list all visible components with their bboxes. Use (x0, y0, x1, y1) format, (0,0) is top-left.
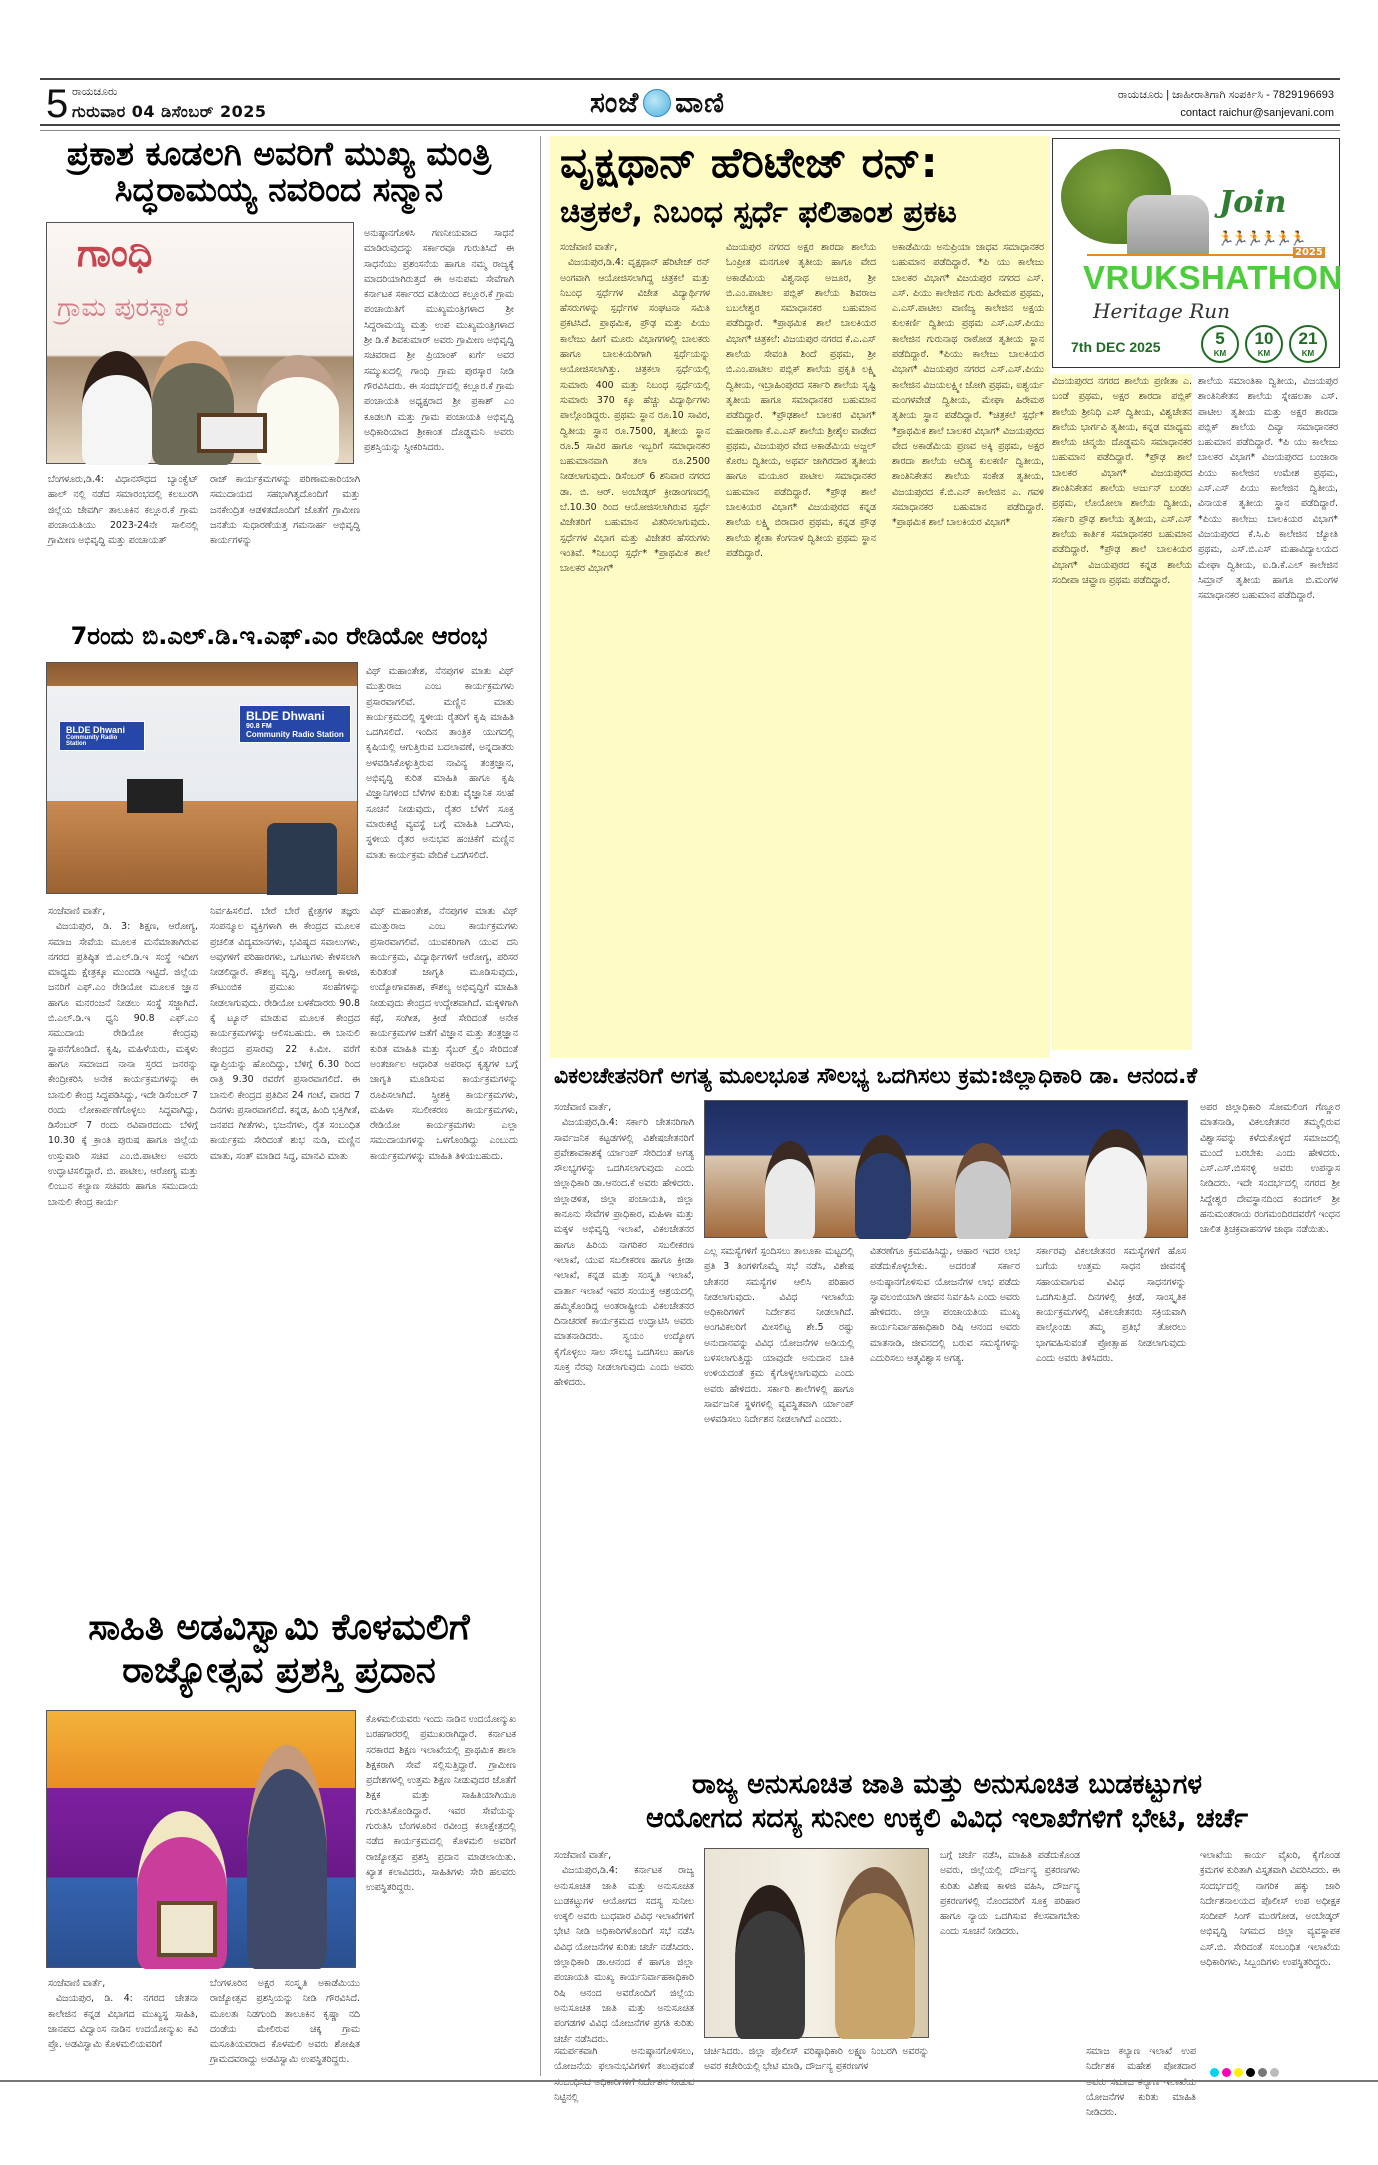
radio-col3: ವಿಥ್ ಮಹಾಂತೇಶ, ನೆನಪುಗಳ ಮಾತು ವಿಥ್ ಮುತ್ತುರಾಜ ಎಂಬ ಕಾರ್ಯಕ್ರಮಗಳು ಪ್ರಸಾರವಾಗಲಿವೆ. ಯುವಕರಿಗಾಗಿ ಯುವ ದನಿ ಕಾರ್ಯಕ್ರಮ, ವಿದ್ಯಾರ್ಥಿಗಳಿಗೆ ಆರೋಗ್ಯ, ಪರಿಸರ ಕುರಿತಂತೆ ಜಾಗೃತಿ ಮೂಡಿಸುವುದು, ಉದ್ಯೋಗಾವಕಾಶ, ಕೌಶಲ್ಯ ಅಭಿವೃದ್ಧಿಗೆ ಮಾಹಿತಿ ನೀಡುವುದು ಕೇಂದ್ರದ ಉದ್ದೇಶವಾಗಿದೆ. ಮಕ್ಕಳಿಗಾಗಿ ಕಥೆ, ಸಂಗೀತ, ಕ್ರೀಡೆ ಸೇರಿದಂತೆ ಅನೇಕ ಕಾರ್ಯಕ್ರಮಗಳ ಜತೆಗೆ ವಿಜ್ಞಾನ ಮತ್ತು ತಂತ್ರಜ್ಞಾನ ಕುರಿತ ಮಾಹಿತಿ ಮತ್ತು ಸೈಬರ್ ಕ್ರೈಂ ಸೇರಿದಂತೆ ಅಂತರ್ಜಾಲ ಆಧಾರಿತ ಅಪರಾಧ ಕೃತ್ಯಗಳ ಬಗ್ಗೆ ಜಾಗೃತಿ ಮೂಡಿಸುವ ಕಾರ್ಯಕ್ರಮಗಳನ್ನು ರೂಪಿಸಲಾಗಿದೆ. ಸ್ತ್ರೀಶಕ್ತಿ ಕಾರ್ಯಕ್ರಮಗಳು, ಮಹಿಳಾ ಸಬಲೀಕರಣ ಕಾರ್ಯಕ್ರಮಗಳು, ರೇಡಿಯೋ ಕಾರ್ಯಕ್ರಮಗಳು ಎಲ್ಲಾ ಸಮುದಾಯಗಳನ್ನು ಒಳಗೊಂಡಿದ್ದು ಎಂಬುದು ಕಾರ್ಯಕ್ರಮಗಳನ್ನು ಮಾಹಿತಿ ತಿಳಿಯಬಹುದು. (370, 906, 518, 1162)
monitor-icon (127, 779, 183, 813)
byline: ಸಂಜೆವಾಣಿ ವಾರ್ತೆ, (48, 906, 106, 917)
radio-banner-large (239, 705, 351, 743)
person-figure (82, 351, 152, 465)
globe-dove-icon (643, 89, 671, 117)
vrukshathon-col4: ವಿಜಯಪುರದ ನಗರದ ಶಾಲೆಯ ಪ್ರಣೀತಾ ಎ. ಬಂಡೆ ಪ್ರಥಮ, ಅಕ್ಷರ ಶಾರದಾ ಪಬ್ಲಿಕ್ ಶಾಲೆಯ ಶ್ರೀನಿಧಿ ಎಸ್ ದ್ವಿತೀಯ, ವಿಶ್ವಚೇತನ ಶಾಲೆಯ ಭಾರ್ಗವಿ ತೃತೀಯ, ಕನ್ನಡ ಮಾಧ್ಯಮ ಶಾಲೆಯ ಚಿನ್ಮಯಿ ದೊಡ್ಡಮನಿ ಸಮಾಧಾನಕರ ಬಹುಮಾನ ಪಡೆದಿದ್ದಾರೆ. *ಪ್ರೌಢ ಶಾಲೆ ಬಾಲಕರ ವಿಭಾಗ* ವಿಜಯಪುರದ ಶಾಂತಿನಿಕೇತನ ಶಾಲೆಯ ಅರ್ಜುನ್ ಬಂಡಲ ಪ್ರಥಮ, ಲೊಯೋಲಾ ಶಾಲೆಯ ದ್ವಿತೀಯ, ಸರ್ಕಾರಿ ಪ್ರೌಢ ಶಾಲೆಯ ತೃತೀಯ, ಎಸ್.ಎಸ್ ಶಾಲೆಯ ಕಾರ್ತಿಕ ಸಮಾಧಾನಕರ ಬಹುಮಾನ ಪಡೆದಿದ್ದಾರೆ. *ಪ್ರೌಢ ಶಾಲೆ ಬಾಲಕಿಯರ ವಿಭಾಗ* ವಿಜಯಪುರದ ಕನ್ನಡ ಶಾಲೆಯ ಸಂದೀಪಾ ಚವ್ಹಾಣ ಪ್ರಥಮ ಪಡೆದಿದ್ದಾರೆ. (1052, 374, 1192, 1050)
byline: ಸಂಜೆವಾಣಿ ವಾರ್ತೆ, (48, 1978, 106, 1989)
registration-mark-icon (1222, 2068, 1231, 2077)
commission-col-mid3: ಸಮಾಜ ಕಲ್ಯಾಣ ಇಲಾಖೆ ಉಪ ನಿರ್ದೇಶಕ ಮಹೇಶ ಪೋತದಾರ ಅವರು ಸಮಾಜ ಕಲ್ಯಾಣ ಇಲಾಖೆಯ ಯೋಜನೆಗಳ ಕುರಿತು ಮಾಹಿತಿ ನೀಡಿದರು. (1086, 2046, 1196, 2119)
person-figure (765, 1141, 815, 1239)
disability-col-right: ಅಪರ ಜಿಲ್ಲಾಧಿಕಾರಿ ಸೋಮಲಿಂಗ ಗೆಣ್ಣೂರ ಮಾತನಾಡಿ, ವಿಕಲಚೇತನರ ತಮ್ಮಲ್ಲಿರುವ ವಿಶ್ವಾಸವನ್ನು ಕಳೆದುಕೊಳ್ಳದೆ ಸಮಾಜದಲ್ಲಿ ಮುಂದೆ ಬರಬೇಕು ಎಂದು ಹೇಳಿದರು. ಎಸ್.ಎಸ್.ಬಿಸನಳ್ಳಿ ಅವರು ಉಪನ್ಯಾಸ ನೀಡಿದರು. ಇದೇ ಸಂದರ್ಭದಲ್ಲಿ ನಗರದ ಶ್ರೀ ಸಿದ್ದೇಶ್ವರ ದೇವಸ್ಥಾನದಿಂದ ಕಂದಗಲ್ ಶ್ರೀ ಹನುಮಂತರಾಯ ರಂಗಮಂದಿರದವರೆಗೆ ಇಂಧನ ಚಾಲಿತ ತ್ರಿಚಕ್ರವಾಹನಗಳ ಜಾಥಾ ನಡೆಯಿತು. (1200, 1102, 1340, 1236)
vrukshathon-col3: ಅಕಾಡೆಮಿಯ ಅನುಪ್ರಿಯಾ ಜಾಧವ ಸಮಾಧಾನಕರ ಬಹುಮಾನ ಪಡೆದಿದ್ದಾರೆ. *ಪಿ ಯು ಕಾಲೇಜು ಬಾಲಕರ ವಿಭಾಗ* ವಿಜಯಪುರ ನಗರದ ಎಸ್. ಎಸ್. ಪಿಯು ಕಾಲೇಜಿನ ಗುರು ಹಿರೇಮಠ ಪ್ರಥಮ, ಎ.ಎಸ್.ಪಾಟೀಲ ವಾಣಿಜ್ಯ ಕಾಲೇಜಿನ ಅಕ್ಷಯ ಕುಲಕರ್ಣಿ ದ್ವಿತೀಯ ಪ್ರಥಮ ಎಸ್.ಎಸ್.ಪಿಯು ಕಾಲೇಜಿನ ಗುರುನಾಥ ರಾಠೋಡ ತೃತೀಯ ಸ್ಥಾನ ಪಡೆದಿದ್ದಾರೆ. *ಪಿಯು ಕಾಲೇಜು ಬಾಲಕಿಯರ ವಿಭಾಗ* ವಿಜಯಪುರ ನಗರದ ಎಸ್.ಎಸ್.ಪಿಯು ಕಾಲೇಜಿನ ವಿಜಯಲಕ್ಷ್ಮೀ ಜೋಗಿ ಪ್ರಥಮ, ಐಶ್ವರ್ಯ ಮಂಗಳವೇಡೆ ದ್ವಿತೀಯ, ಮೇಘಾ ಹಿರೇಮಠ ತೃತೀಯ ಸ್ಥಾನ ಪಡೆದಿದ್ದಾರೆ. *ಚಿತ್ರಕಲೆ ಸ್ಪರ್ಧೆ* *ಪ್ರಾಥಮಿಕ ಶಾಲೆ ಬಾಲಕರ ವಿಭಾಗ* ವಿಜಯಪುರದ ವೇದ ಅಕಾಡೆಮಿಯ ಪ್ರಣವ ಅಕ್ಕಿ ಪ್ರಥಮ, ಅಕ್ಷರ ಶಾರದಾ ಶಾಲೆಯ ಆದಿತ್ಯ ಕುಲಕರ್ಣಿ ದ್ವಿತೀಯ, ಶಾಂತಿನಿಕೇತನ ಶಾಲೆಯ ಸಂಕೇತ ತೃತೀಯ, ವಿಜಯಪುರದ ಕೆ.ಬಿ.ಎನ್ ಕಾಲೇಜಿನ ಎ. ಗವಳಿ ಸಮಾಧಾನಕರ ಬಹುಮಾನ ಪಡೆದಿದ್ದಾರೆ. *ಪ್ರಾಥಮಿಕ ಶಾಲೆ ಬಾಲಕಿಯರ ವಿಭಾಗ* (892, 242, 1044, 529)
vrukshathon-col2: ವಿಜಯಪುರ ನಗರದ ಅಕ್ಷರ ಶಾರದಾ ಶಾಲೆಯ ಓಂಪ್ರೀತ ಮನಗೂಳಿ ತೃತೀಯ ಹಾಗೂ ವೇದ ಅಕಾಡೆಮಿಯ ವಿಶ್ವನಾಥ ಅಜೂರ, ಶ್ರೀ ಬಿ.ಎಂ.ಪಾಟೀಲ ಪಬ್ಲಿಕ್ ಶಾಲೆಯ ಶಿವರಾಜ ಬಬಲೇಶ್ವರ ಸಮಾಧಾನಕರ ಬಹುಮಾನ ಪಡೆದಿದ್ದಾರೆ. *ಪ್ರಾಥಮಿಕ ಶಾಲೆ ಬಾಲಕಿಯರ ವಿಭಾಗ* ಚಿತ್ರಕಲೆ: ವಿಜಯಪುರ ನಗರದ ಕೆ.ಎ.ಎಸ್ ಶಾಲೆಯ ಸೇವಂತಿ ಶಿಂದೆ ಪ್ರಥಮ, ಶ್ರೀ ಬಿ.ಎಂ.ಪಾಟೀಲ ಪಬ್ಲಿಕ್ ಶಾಲೆಯ ಪ್ರಕೃತಿ ಲಕ್ಷ್ಮಿ ದ್ವಿತೀಯ, ಇಬ್ರಾಹಿಂಪುರದ ಸರ್ಕಾರಿ ಶಾಲೆಯ ಸೃಷ್ಟಿ ತೃತೀಯ ಹಾಗೂ ಸಮಾಧಾನಕರ ಬಹುಮಾನ ಪಡೆದಿದ್ದಾರೆ. *ಪ್ರೌಢಶಾಲೆ ಬಾಲಕರ ವಿಭಾಗ* ಮಹಾರಾಣಾ ಕೆ.ಎ.ಎಸ್ ಶಾಲೆಯ ಶ್ರೀಶೈಲ ವಾಡೇದ ಪ್ರಥಮ, ವಿಜಯಪುರ ವೇದ ಅಕಾಡೆಮಿಯ ಅಜ್ಜಲ್ ಕೊರಬ ದ್ವಿತೀಯ, ಅಥರ್ವ ಜಾಗಿರದಾರ ತೃತೀಯ ಹಾಗೂ ಮಯೂರ ಪಾಟೀಲ ಸಮಾಧಾನಕರ ಬಹುಮಾನ ಪಡೆದಿದ್ದಾರೆ. *ಪ್ರೌಢ ಶಾಲೆ ಬಾಲಕಿಯರ ವಿಭಾಗ* ವಿಜಯಪುರದ ಕನ್ನಡ ಶಾಲೆಯ ಲಕ್ಷ್ಮಿ ಬಿರಾದಾರ ಪ್ರಥಮ, ಕನ್ನಡ ಪ್ರೌಢ ಶಾಲೆಯ ಶ್ವೇತಾ ಕೆಂಗನಾಳ ದ್ವಿತೀಯ ಪ್ರಥಮ ಸ್ಥಾನ ಪಡೆದಿದ್ದಾರೆ. (726, 242, 876, 559)
commission-col-right1: ಬಗ್ಗೆ ಚರ್ಚೆ ನಡೆಸಿ, ಮಾಹಿತಿ ಪಡೆದುಕೊಂಡ ಅವರು, ಜಿಲ್ಲೆಯಲ್ಲಿ ದೌರ್ಜನ್ಯ ಪ್ರಕರಣಗಳು ಕುರಿತು ವಿಶೇಷ ಕಾಳಜಿ ವಹಿಸಿ, ದೌರ್ಜನ್ಯ ಪ್ರಕರಣಗಳಲ್ಲಿ ನೊಂದವರಿಗೆ ಸೂಕ್ತ ಪರಿಹಾರ ಹಾಗೂ ನ್ಯಾಯ ಒದಗಿಸುವ ಕೆಲಸವಾಗಬೇಕು ಎಂದು ಸೂಚನೆ ನೀಡಿದರು. (940, 1850, 1080, 1938)
chair-icon (267, 823, 337, 895)
registration-mark-icon (1210, 2068, 1219, 2077)
disability-col-mid3: ಸರ್ಕಾರವು ವಿಕಲಚೇತನರ ಸಮಸ್ಯೆಗಳಿಗೆ ಹೊಸ ಬಗೆಯ ಉತ್ತಮ ಸಾಧನ ಜೀವನಕ್ಕೆ ಸಹಾಯವಾಗುವ ವಿವಿಧ ಸಾಧನಗಳನ್ನು ಒದಗಿಸುತ್ತಿದೆ. ದಿನಗಳಲ್ಲಿ ಕ್ರೀಡೆ, ಸಾಂಸ್ಕೃತಿಕ ಕಾರ್ಯಕ್ರಮಗಳಲ್ಲಿ ವಿಕಲಚೇತನರು ಸಕ್ರಿಯವಾಗಿ ಪಾಲ್ಗೊಂಡು ತಮ್ಮ ಪ್ರತಿಭೆ ತೋರಲು ಭಾಗವಹಿಸುವಂತೆ ಪ್ರೋತ್ಸಾಹ ನೀಡಲಾಗುವುದು ಎಂದು ಅವರು ತಿಳಿಸಿದರು. (1036, 1246, 1186, 1365)
cm-award-photo (46, 222, 354, 464)
headline-line: ಪ್ರಕಾಶ ಕೂಡಲಗಿ ಅವರಿಗೆ ಮುಖ್ಯ ಮಂತ್ರಿ (66, 134, 492, 173)
edition-place: ರಾಯಚೂರು (72, 85, 118, 98)
sahiti-headline (44, 1606, 514, 1692)
radio-col1 (48, 904, 198, 1594)
headline-line: ರಾಜ್ಯೋತ್ಸವ ಪ್ರಶಸ್ತಿ ಪ್ರದಾನ (122, 1650, 436, 1692)
vrukshathon-col5: ಶಾಲೆಯ ಸಮಾಂತಿಕಾ ದ್ವಿತೀಯ, ವಿಜಯಪುರ ಶಾಂತಿನಿಕೇತನ ಶಾಲೆಯ ಸ್ನೇಹಲತಾ ಎಸ್. ಪಾಟೀಲ ತೃತೀಯ ಮತ್ತು ಅಕ್ಷರ ಶಾರದಾ ಪಬ್ಲಿಕ್ ಶಾಲೆಯ ದಿವ್ಯಾ ಸಮಾಧಾನಕರ ಬಹುಮಾನ ಪಡೆದಿದ್ದಾರೆ. *ಪಿ ಯು ಕಾಲೇಜು ಬಾಲಕರ ವಿಭಾಗ* ವಿಜಯಪುರದ ಬಂಜಾರಾ ಪಿಯು ಕಾಲೇಜಿನ ಉಮೇಶ ಪ್ರಥಮ, ಎಸ್.ಎಸ್ ಪಿಯು ಕಾಲೇಜಿನ ದ್ವಿತೀಯ, ವಿನಾಯಕ ತೃತೀಯ ಸ್ಥಾನ ಪಡೆದಿದ್ದಾರೆ. *ಪಿಯು ಕಾಲೇಜು ಬಾಲಕಿಯರ ವಿಭಾಗ* ವಿಜಯಪುರದ ಕೆ.ಸಿ.ಪಿ ಕಾಲೇಜಿನ ಜ್ಯೋತಿ ಪ್ರಥಮ, ಎಸ್.ಬಿ.ಎಸ್ ಮಹಾವಿದ್ಯಾಲಯದ ಮೇಘಾ ದ್ವಿತೀಯ, ಐ.ಡಿ.ಕೆ.ಎಲ್ ಕಾಲೇಜಿನ ಸಿಮ್ರಾನ್ ತೃತೀಯ ಹಾಗೂ ಬಿ.ಮಂಗಳ ಸಮಾಧಾನಕರ ಬಹುಮಾನ ಪಡೆದಿದ್ದಾರೆ. (1198, 376, 1338, 602)
byline: ಸಂಜೆವಾಣಿ ವಾರ್ತೆ, (560, 242, 618, 253)
distance-unit: KM (1301, 349, 1315, 358)
cm-award-side-text: ಅನುಷ್ಠಾನಗೊಳಿಸಿ ಗಣನೀಯವಾದ ಸಾಧನೆ ಮಾಡಿರುವುದನ್ನು ಸರ್ಕಾರವೂ ಗುರುತಿಸಿದೆ ಈ ಸಾಧನೆಯು ಪ್ರಶಂಸನೆಯ ಹಾಗೂ ನಮ್ಮ ರಾಜ್ಯಕ್ಕೆ ಮಾದರಿಯಾಗಿರುತ್ತದೆ ಈ ಅನುಪಮ ಸೇವೆಗಾಗಿ ಕರ್ನಾಟಕ ಸರ್ಕಾರದ ವತಿಯಿಂದ ಕಲ್ಲೂರ.ಕೆ ಗ್ರಾಮ ಪಂಚಾಯಿತಿಗೆ ಮುಖ್ಯಮಂತ್ರಿಗಳಾದ ಶ್ರೀ ಸಿದ್ದರಾಮಯ್ಯ ಮತ್ತು ಉಪ ಮುಖ್ಯಮಂತ್ರಿಗಳಾದ ಶ್ರೀ ಡಿ.ಕೆ ಶಿವಕುಮಾರ್ ಅವರು ಗ್ರಾಮೀಣ ಅಭಿವೃದ್ಧಿ ಸಚಿವರಾದ ಶ್ರೀ ಪ್ರಿಯಾಂಕ್ ಖರ್ಗೆ ಅವರ ಸಮ್ಮುಖದಲ್ಲಿ ಗಾಂಧಿ ಗ್ರಾಮ ಪುರಸ್ಕಾರ ನೀಡಿ ಗೌರವಿಸಿದರು. ಈ ಸಂದರ್ಭದಲ್ಲಿ ಕಲ್ಲೂರ.ಕೆ ಗ್ರಾಮ ಪಂಚಾಯತಿ ಅಧ್ಯಕ್ಷರಾದ ಶ್ರೀ ಪ್ರಕಾಶ್ ಎಂ ಕೂಡಲಗಿ ಮತ್ತು ಗ್ರಾಮ ಪಂಚಾಯತಿ ಅಭಿವೃದ್ಧಿ ಅಧಿಕಾರಿಯಾದ ಶ್ರೀಕಾಂತ ದೊಡ್ಡಮನಿ ಅವರು ಪ್ರಶಸ್ತಿಯನ್ನು ಸ್ವೀಕರಿಸಿದರು. (364, 228, 514, 454)
distance-unit: KM (1257, 349, 1271, 358)
paragraph: ವಿಜಯಪುರ,ಡಿ.4: ವೃಕ್ಷಥಾನ್ ಹೆರಿಟೇಜ್ ರನ್ ಅಂಗವಾಗಿ ಆಯೋಜಿಸಲಾಗಿದ್ದ ಚಿತ್ರಕಲೆ ಮತ್ತು ನಿಬಂಧ ಸ್ಪರ್ಧೆಗಳ ವಿಜೇತ ವಿದ್ಯಾರ್ಥಿಗಳ ಹೆಸರುಗಳನ್ನು ಸ್ಪರ್ಧೆಗಳ ಸಂಘಟನಾ ಸಮಿತಿ ಪ್ರಕಟಿಸಿದೆ. ಪ್ರಾಥಮಿಕ, ಪ್ರೌಢ ಮತ್ತು ಪಿಯು ಕಾಲೇಜು ಹೀಗೆ ಮೂರು ವಿಭಾಗಗಳಲ್ಲಿ ಬಾಲಕರು ಹಾಗೂ ಬಾಲಕಿಯರಿಗಾಗಿ ಸ್ಪರ್ಧೆಯನ್ನು ಆಯೋಜಿಸಲಾಗಿತ್ತು. ಚಿತ್ರಕಲಾ ಸ್ಪರ್ಧೆಯಲ್ಲಿ ಸುಮಾರು 400 ಮತ್ತು ನಿಬಂಧ ಸ್ಪರ್ಧೆಯಲ್ಲಿ ಸುಮಾರು 370 ಕ್ಕೂ ಹೆಚ್ಚು ವಿದ್ಯಾರ್ಥಿಗಳು ಪಾಲ್ಗೊಂಡಿದ್ದರು. ಪ್ರಥಮ ಸ್ಥಾನ ರೂ.10 ಸಾವಿರ, ದ್ವಿತೀಯ ಸ್ಥಾನ ರೂ.7500, ತೃತೀಯ ಸ್ಥಾನ ರೂ.5 ಸಾವಿರ ಹಾಗೂ ಇಬ್ಬರಿಗೆ ಸಮಾಧಾನಕರ ಬಹುಮಾನವಾಗಿ ತಲಾ ರೂ.2500 ನೀಡಲಾಗುವುದು. ಡಿಸೆಂಬರ್ 6 ಶನಿವಾರ ನಗರದ ಡಾ. ಬಿ. ಆರ್. ಅಂಬೇಡ್ಕರ್ ಕ್ರೀಡಾಂಗಣದಲ್ಲಿ ಬೆ.10.30 ರಿಂದ ಆಯೋಜಿಸಲಾಗಿರುವ ಸ್ಪರ್ಧೆ ವಿಜೇತರಿಗೆ ಬಹುಮಾನ ವಿತರಿಸಲಾಗುವುದು. ಸ್ಪರ್ಧೆಗಳ ವಿಭಾಗ ಮತ್ತು ವಿಜೇತರ ಹೆಸರುಗಳು ಇಂತಿವೆ. *ನಿಬಂಧ ಸ್ಪರ್ಧೆ* *ಪ್ರಾಥಮಿಕ ಶಾಲೆ ಬಾಲಕರ ವಿಭಾಗ* (560, 257, 710, 575)
ad-divider (1087, 254, 1317, 256)
radio-col2: ನಿರ್ವಹಿಸಲಿದೆ. ಬೇರೆ ಬೇರೆ ಕ್ಷೇತ್ರಗಳ ತಜ್ಞರು ಸಂಪನ್ಮೂಲ ವ್ಯಕ್ತಿಗಳಾಗಿ ಈ ಕೇಂದ್ರದ ಮೂಲಕ ಪ್ರಚಲಿತ ವಿದ್ಯಮಾನಗಳು, ಭವಿಷ್ಯದ ಸವಾಲುಗಳು, ಅವುಗಳಿಗೆ ಪರಿಹಾರಗಳು, ಒಗಟುಗಳು ಕೇಳಸಲಾಗಿ ನೀಡಲಿದ್ದಾರೆ. ಕೌಶಲ್ಯ ವೃದ್ಧಿ, ಆರೋಗ್ಯ ಕಾಳಜಿ, ಕೌಟುಂಬಿಕ ಪ್ರಮುಖ ಸಲಹೆಗಳನ್ನು ನೀಡಲಾಗುವುದು. ರೇಡಿಯೋ ಬಳಕೆದಾರರು 90.8 ಕ್ಕೆ ಟ್ಯೂನ್ ಮಾಡುವ ಮೂಲಕ ಕೇಂದ್ರದ ಕಾರ್ಯಕ್ರಮಗಳನ್ನು ಆಲಿಸಬಹುದು. ಈ ಬಾನುಲಿ ಕೇಂದ್ರದ ಪ್ರಸಾರವು 22 ಕಿ.ಮೀ. ವರೆಗೆ ವ್ಯಾಪ್ತಿಯನ್ನು ಹೊಂದಿದ್ದು, ಬೆಳಿಗ್ಗೆ 6.30 ರಿಂದ ರಾತ್ರಿ 9.30 ರವರೆಗೆ ಪ್ರಸಾರವಾಗಲಿದೆ. ಈ ಬಾನುಲಿ ಕೇಂದ್ರದ ಪ್ರತಿದಿನ 24 ಗಂಟೆ, ವಾರದ 7 ದಿನಗಳು ಪ್ರಸಾರವಾಗಲಿದೆ. ಕನ್ನಡ, ಹಿಂದಿ ಭಕ್ತಿಗೀತೆ, ಜನಪದ ಗೀತೆಗಳು, ಭಜನೆಗಳು, ರೈತ ಸಂಬಂಧಿತ ಕಾರ್ಯಕ್ರಮ ಸೇರಿದಂತೆ ಶುಭ ನುಡಿ, ಮಣ್ಣಿನ ಮಾತು, ಸಂತ್ ಮಾಡಿದ ಸಿದ್ಧ, ಮಾನವಿ ಮಾತು (210, 906, 360, 1162)
sahiti-side-text: ಕೊಳಮಲಿಯವರು ಇಂದು ನಾಡಿನ ಉದಯೋನ್ಮುಖ ಬರಹಗಾರರಲ್ಲಿ ಪ್ರಮುಖರಾಗಿದ್ದಾರೆ. ಕರ್ನಾಟಕ ಸರಕಾರದ ಶಿಕ್ಷಣ ಇಲಾಖೆಯಲ್ಲಿ ಪ್ರಾಥಮಿಕ ಶಾಲಾ ಶಿಕ್ಷಕರಾಗಿ ಸೇವೆ ಸಲ್ಲಿಸುತ್ತಿದ್ದಾರೆ. ಗ್ರಾಮೀಣ ಪ್ರದೇಶಗಳಲ್ಲಿ ಉತ್ತಮ ಶಿಕ್ಷಣ ನೀಡುವುದರ ಜೊತೆಗೆ ಶಿಕ್ಷಕ ಮತ್ತು ಸಾಹಿತಿಯಾಗಿಯೂ ಗುರುತಿಸಿಕೊಂಡಿದ್ದಾರೆ. ಇವರ ಸೇವೆಯನ್ನು ಗುರುತಿಸಿ ಬೆಂಗಳೂರಿನ ರವೀಂದ್ರ ಕಲಾಕ್ಷೇತ್ರದಲ್ಲಿ ನಡೆದ ಕಾರ್ಯಕ್ರಮದಲ್ಲಿ ಕೊಳಮಲಿ ಅವರಿಗೆ ರಾಜ್ಯೋತ್ಸವ ಪ್ರಶಸ್ತಿ ಪ್ರದಾನ ಮಾಡಲಾಯಿತು. ಖ್ಯಾತ ಕಲಾವಿದರು, ಸಾಹಿತಿಗಳು ಸೇರಿ ಹಲವರು ಉಪಸ್ಥಿತರಿದ್ದರು. (366, 1714, 516, 1894)
disability-col-mid2: ವಿತರಣೆಗೂ ಕ್ರಮವಹಿಸಿದ್ದು, ಆಹಾರ ಇದರ ಲಾಭ ಪಡೆದುಕೊಳ್ಳಬೇಕು. ಅದರಂತೆ ಸರ್ಕಾರ ಅನುಷ್ಠಾನಗೊಳಿಸುವ ಯೋಜನೆಗಳ ಲಾಭ ಪಡೆದು ಸ್ವಾವಲಂಬಿಯಾಗಿ ಜೀವನ ನಿರ್ವಹಿಸಿ ಎಂದು ಅವರು ಹೇಳಿದರು. ಜಿಲ್ಲಾ ಪಂಚಾಯತಿಯ ಮುಖ್ಯ ಕಾರ್ಯನಿರ್ವಾಹಕಾಧಿಕಾರಿ ರಿಷಿ ಆನಂದ ಅವರು ಮಾತನಾಡಿ, ಜೀವನದಲ್ಲಿ ಬರುವ ಸಮಸ್ಯೆಗಳನ್ನು ಎದುರಿಸಲು ಆತ್ಮವಿಶ್ವಾಸ ಅಗತ್ಯ. (870, 1246, 1020, 1365)
person-figure (735, 1885, 805, 2039)
person-figure (955, 1143, 1011, 1239)
commission-col-mid1: ಸಮರ್ಪಕವಾಗಿ ಅನುಷ್ಠಾನಗೊಳಿಸಲು, ಯೋಜನೆಯ ಫಲಾನುಭವಿಗಳಿಗೆ ತಲುಪುವಂತೆ ಸಂಬಂಧಿಸಿದ ಅಧಿಕಾರಿಗಳಿಗೆ ನಿರ್ದೇಶನ ನೀಡುವ ನಿಟ್ಟಿನಲ್ಲಿ (554, 2046, 694, 2103)
cm-award-col2: ರಾಜ್ ಕಾರ್ಯಕ್ರಮಗಳನ್ನು ಪರಿಣಾಮಕಾರಿಯಾಗಿ ಸಮುದಾಯದ ಸಹಭಾಗಿತ್ವದೊಂದಿಗೆ ಮತ್ತು ಜನಕೇಂದ್ರಿತ ಆಡಳಿತದೊಂದಿಗೆ ಜೊತೆಗೆ ಗ್ರಾಮೀಣ ಜನತೆಯ ಸುಧಾರಣೆಯತ್ತ ಗಮನಾರ್ಹ ಅಭಿವೃದ್ಧಿ ಕಾರ್ಯಗಳನ್ನು (210, 474, 360, 547)
headline-line: ಸಿದ್ಧರಾಮಯ್ಯ ನವರಿಂದ ಸನ್ಮಾನ (114, 170, 444, 210)
vrukshathon-col1 (560, 240, 710, 1050)
person-figure (257, 355, 339, 465)
person-figure (855, 1135, 911, 1239)
paragraph: ವಿಜಯಪುರ,ಡಿ.4: ಸರ್ಕಾರಿ ಚೇತನರಿಗಾಗಿ ಸಾರ್ವಜನಿಕ ಕಟ್ಟಡಗಳಲ್ಲಿ ವಿಶೇಷಚೇತನರಿಗೆ ಪ್ರವೇಶಾವಕಾಶಕ್ಕೆ ರ್ಯಾಂಪ್ ಸೇರಿದಂತೆ ಅಗತ್ಯ ಸೌಲಭ್ಯಗಳನ್ನು ಒದಗಿಸಲಾಗುವುದು ಎಂದು ಜಿಲ್ಲಾಧಿಕಾರಿ ಡಾ.ಆನಂದ.ಕೆ ಅವರು ಹೇಳಿದರು. ಜಿಲ್ಲಾಡಳಿತ, ಜಿಲ್ಲಾ ಪಂಚಾಯತಿ, ಜಿಲ್ಲಾ ಕಾನೂನು ಸೇವೆಗಳ ಪ್ರಾಧಿಕಾರ, ಮಹಿಳಾ ಮತ್ತು ಮಕ್ಕಳ ಅಭಿವೃದ್ಧಿ ಇಲಾಖೆ, ವಿಕಲಚೇತನರ ಹಾಗೂ ಹಿರಿಯ ನಾಗರಿಕರ ಸಬಲೀಕರಣ ಇಲಾಖೆ, ಯುವ ಸಬಲೀಕರಣ ಹಾಗೂ ಕ್ರೀಡಾ ಇಲಾಖೆ, ಕನ್ನಡ ಮತ್ತು ಸಂಸ್ಕೃತಿ ಇಲಾಖೆ, ವಾರ್ತಾ ಇಲಾಖೆ ಇವರ ಸಂಯುಕ್ತ ಆಶ್ರಯದಲ್ಲಿ ಹಮ್ಮಿಕೊಂಡಿದ್ದ ಅಂತರಾಷ್ಟ್ರೀಯ ವಿಕಲಚೇತನರ ದಿನಾಚರಣೆ ಕಾರ್ಯಕ್ರಮದ ಉದ್ಘಾಟಿಸಿ ಅವರು ಮಾತನಾಡಿದರು. ಸ್ವಯಂ ಉದ್ಯೋಗ ಕೈಗೊಳ್ಳಲು ಸಾಲ ಸೌಲಭ್ಯ ಒದಗಿಸಲು ಹಾಗೂ ಸೂಕ್ತ ನೆರವು ನೀಡಲಾಗುವುದು ಎಂದು ಅವರು ಹೇಳಿದರು. (554, 1117, 694, 1389)
photo-banner-title: ಗಾಂಧಿ (77, 231, 153, 275)
distance-badge (1201, 325, 1239, 363)
sahiti-award-photo (46, 1710, 356, 1968)
runners-icon: 🏃🏃🏃🏃🏃🏃 (1217, 231, 1304, 247)
vrukshathon-headline-1: ವೃಕ್ಷಥಾನ್ ಹೆರಿಟೇಜ್ ರನ್: (560, 138, 938, 187)
ad-tagline: Heritage Run (1093, 299, 1231, 323)
registration-mark-icon (1234, 2068, 1243, 2077)
commission-headline (554, 1768, 1340, 1836)
headline-line: ಆಯೋಗದ ಸದಸ್ಯ ಸುನೀಲ ಉಕ್ಕಲಿ ವಿವಿಧ ಇಲಾಖೆಗಳಿಗೆ ಭೇಟಿ, ಚರ್ಚೆ (645, 1802, 1249, 1834)
contact-info (1118, 86, 1334, 122)
paragraph: ವಿಜಯಪುರ, ಡಿ. 4: ನಗರದ ಚೇತನಾ ಕಾಲೇಜಿನ ಕನ್ನಡ ವಿಭಾಗದ ಮುಖ್ಯಸ್ಥ ಸಾಹಿತಿ, ಜಾನಪದ ವಿದ್ವಾಂಸ ನಾಡಿನ ಉದಯೋನ್ಮುಖ ಕವಿ ಪ್ರೊ. ಅಡವಿಸ್ವಾಮಿ ಕೊಳಮಲಿಯವರಿಗೆ (48, 1993, 198, 2051)
byline: ಸಂಜೆವಾಣಿ ವಾರ್ತೆ, (554, 1850, 612, 1861)
disability-col-left (554, 1100, 694, 1460)
monument-illustration (1127, 195, 1209, 255)
sahiti-col2: ಬೆಂಗಳೂರಿನ ಅಕ್ಷರ ಸಂಸ್ಕೃತಿ ಅಕಾಡೆಮಿಯು ರಾಜ್ಯೋತ್ಸವ ಪ್ರಶಸ್ತಿಯನ್ನು ನೀಡಿ ಗೌರವಿಸಿದೆ. ಮೂಲತಃ ನಿಡಗುಂದಿ ತಾಲೂಕಿನ ಕೃಷ್ಣಾ ನದಿ ದಂಡೆಯ ಮೇಲಿರುವ ಚಿಕ್ಕ ಗ್ರಾಮ ಮಸೂತಿಯವರಾದ ಕೊಳಮಲಿ ಅವರು ಶೋಷಿತ ಗ್ರಾಮದವರಾದ್ದು ಅಡವಿಸ್ವಾಮಿ ಉಪಸ್ಥಿತರಿದ್ದರು. (210, 1978, 360, 2066)
registration-mark-icon (1246, 2068, 1255, 2077)
vrukshathon-advertisement[interactable] (1052, 138, 1343, 368)
logo-text-left: ಸಂಜೆ (590, 86, 640, 119)
distance-badge (1289, 325, 1327, 363)
newspaper-page (40, 78, 1343, 2119)
disability-col-mid1: ಎಲ್ಲ ಸಮಸ್ಯೆಗಳಿಗೆ ಸ್ಪಂದಿಸಲು ತಾಲೂಕಾ ಮಟ್ಟದಲ್ಲಿ ಪ್ರತಿ 3 ತಿಂಗಳಿಗೊಮ್ಮೆ ಸಭೆ ನಡೆಸಿ, ವಿಶೇಷ ಚೇತನರ ಸಮಸ್ಯೆಗಳ ಆಲಿಸಿ ಪರಿಹಾರ ನೀಡಲಾಗುವುದು. ವಿವಿಧ ಇಲಾಖೆಯ ಅಧಿಕಾರಿಗಳಿಗೆ ನಿರ್ದೇಶನ ನೀಡಲಾಗಿದೆ. ಅಂಗವಿಕಲರಿಗೆ ಮೀಸಲಿಟ್ಟ ಶೇ.5 ರಷ್ಟು ಅನುದಾನವನ್ನು ವಿವಿಧ ಯೋಜನೆಗಳ ಅಡಿಯಲ್ಲಿ ಬಳಸಲಾಗುತ್ತಿದ್ದು ಯಾವುದೇ ಅನುದಾನ ಬಾಕಿ ಉಳಿಯದಂತೆ ಕ್ರಮ ಕೈಗೊಳ್ಳಲಾಗುವುದು ಎಂದು ಅವರು ಹೇಳಿದರು. ಸರ್ಕಾರಿ ಶಾಲೆಗಳಲ್ಲಿ ಹಾಗೂ ಸಾರ್ವಜನಿಕ ಸ್ಥಳಗಳಲ್ಲಿ ವ್ಯವಸ್ಥಿತವಾಗಿ ರ್ಯಾಂಪ್ ಅಳವಡಿಸಲು ನಿರ್ದೇಶನ ನೀಡಲಾಗಿದೆ ಎಂದರು. (704, 1246, 854, 1426)
distance-badge (1245, 325, 1283, 363)
distance-value: 5 (1215, 329, 1225, 348)
cm-award-headline (44, 136, 514, 209)
ad-brand: VRUKSHATHON (1083, 259, 1343, 296)
ad-date: 7th DEC 2025 (1071, 339, 1161, 355)
commission-col-right2: ಇಲಾಖೆಯ ಕಾರ್ಯ ವೈಖರಿ, ಕೈಗೊಂಡ ಕ್ರಮಗಳ ಕುರಿತಾಗಿ ವಿಸ್ತೃತವಾಗಿ ವಿವರಿಸಿದರು. ಈ ಸಂದರ್ಭದಲ್ಲಿ ನಾಗರಿಕ ಹಕ್ಕು ಜಾರಿ ನಿರ್ದೇಶನಾಲಯದ ಪೊಲೀಸ್ ಉಪ ಅಧೀಕ್ಷಕ ಸಂದೀಪ್ ಸಿಂಗ್ ಮುರಗೋಡ, ಅಂಬೇಡ್ಕರ್ ಅಭಿವೃದ್ಧಿ ನಿಗಮದ ಜಿಲ್ಲಾ ವ್ಯವಸ್ಥಾಪಕ ಎಸ್.ಬಿ. ಸೇರಿದಂತೆ ಸಂಬಂಧಿತ ಇಲಾಖೆಯ ಅಧಿಕಾರಿಗಳು, ಸಿಬ್ಬಂದಿಗಳು ಉಪಸ್ಥಿತರಿದ್ದರು. (1200, 1850, 1340, 1969)
headline-line: ಸಾಹಿತಿ ಅಡವಿಸ್ವಾಮಿ ಕೊಳಮಲಿಗೆ (88, 1607, 470, 1648)
banner-title: BLDE Dhwani (66, 725, 126, 735)
contact-email: contact raichur@sanjevani.com (1180, 107, 1334, 119)
radio-headline: 7ರಂದು ಬಿ.ಎಲ್.ಡಿ.ಇ.ಎಫ್.ಎಂ ರೇಡಿಯೋ ಆರಂಭ (70, 622, 488, 650)
person-figure (247, 1745, 327, 1969)
banner-title: BLDE Dhwani (246, 709, 325, 723)
ad-year: 2025 (1295, 247, 1323, 258)
logo-text-right: ವಾಣಿ (675, 86, 725, 119)
vrukshathon-headline-2: ಚಿತ್ರಕಲೆ, ನಿಬಂಧ ಸ್ಪರ್ಧೆ ಫಲಿತಾಂಶ ಪ್ರಕಟ (560, 195, 957, 230)
registration-mark-icon (1258, 2068, 1267, 2077)
commission-col-mid2: ಚರ್ಚಿಸಿದರು. ಜಿಲ್ಲಾ ಪೊಲೀಸ್ ವರಿಷ್ಠಾಧಿಕಾರಿ ಲಕ್ಷ್ಮಣ ನಿಂಬರಗಿ ಅವರನ್ನು ಅವರ ಕಚೇರಿಯಲ್ಲಿ ಭೇಟಿ ಮಾಡಿ, ದೌರ್ಜನ್ಯ ಪ್ರಕರಣಗಳ (704, 2046, 929, 2073)
award-frame (197, 413, 267, 453)
distance-value: 10 (1254, 329, 1274, 348)
masthead-rule (40, 130, 1340, 131)
paragraph: ವಿಜಯಪುರ,ಡಿ.4: ಕರ್ನಾಟಕ ರಾಜ್ಯ ಅನುಸೂಚಿತ ಜಾತಿ ಮತ್ತು ಅನುಸೂಚಿತ ಬುಡಕಟ್ಟುಗಳ ಆಯೋಗದ ಸದಸ್ಯ ಸುನೀಲ ಉಕ್ಕಲಿ ಅವರು ಬುಧವಾರ ವಿವಿಧ ಇಲಾಖೆಗಳಿಗೆ ಭೇಟಿ ನೀಡಿ ಅಧಿಕಾರಿಗಳೊಂದಿಗೆ ಸಭೆ ನಡೆಸಿ ವಿವಿಧ ಯೋಜನೆಗಳ ಕುರಿತು ಚರ್ಚೆ ನಡೆಸಿದರು. ಜಿಲ್ಲಾಧಿಕಾರಿ ಡಾ.ಆನಂದ ಕೆ ಹಾಗೂ ಜಿಲ್ಲಾ ಪಂಚಾಯತಿ ಮುಖ್ಯ ಕಾರ್ಯನಿರ್ವಾಹಕಾಧಿಕಾರಿ ರಿಷಿ ಆನಂದ ಅವರೊಂದಿಗೆ ಜಿಲ್ಲೆಯ ಅನುಸೂಚಿತ ಜಾತಿ ಮತ್ತು ಅನುಸೂಚಿತ ಪಂಗಡಗಳ ವಿವಿಧ ಯೋಜನೆಗಳ ಪ್ರಗತಿ ಕುರಿತು ಚರ್ಚೆ ನಡೆಸಿದರು. (554, 1865, 694, 2045)
photo-banner-subtitle: ಗ್ರಾಮ ಪುರಸ್ಕಾರ (57, 293, 189, 323)
masthead (40, 78, 1340, 126)
edition-date: ಗುರುವಾರ 04 ಡಿಸೆಂಬರ್ 2025 (72, 102, 267, 121)
cm-award-col1: ಬೆಂಗಳೂರು,ಡಿ.4: ವಿಧಾನಸೌಧದ ಬ್ಯಾಂಕ್ವೆಟ್ ಹಾಲ್ ನಲ್ಲಿ ನಡೆದ ಸಮಾರಂಭದಲ್ಲಿ ಕಲಬುರಗಿ ಜಿಲ್ಲೆಯ ಜೇವರ್ಗಿ ತಾಲೂಕಿನ ಕಲ್ಲೂರ.ಕೆ ಗ್ರಾಮ ಪಂಚಾಯತಿಯು 2023-24ನೇ ಸಾಲಿನಲ್ಲಿ ಗ್ರಾಮೀಣ ಅಭಿವೃದ್ಧಿ ಮತ್ತು ಪಂಚಾಯತ್ (48, 474, 198, 547)
paragraph: ವಿಜಯಪುರ, ಡಿ. 3: ಶಿಕ್ಷಣ, ಆರೋಗ್ಯ, ಸಮಾಜ ಸೇವೆಯ ಮೂಲಕ ಮನೆಮಾತಾಗಿರುವ ನಗರದ ಪ್ರತಿಷ್ಠಿತ ಬಿ.ಎಲ್.ಡಿ.ಇ ಸಂಸ್ಥೆ ಇದೀಗ ಮಾಧ್ಯಮ ಕ್ಷೇತ್ರಕ್ಕೂ ಮುಂದಡಿ ಇಟ್ಟಿದೆ. ಜಿಲ್ಲೆಯ ಜನರಿಗೆ ಎಫ್.ಎಂ ರೇಡಿಯೋ ಮೂಲಕ ಜ್ಞಾನ ಹಾಗೂ ಮನರಂಜನೆ ನೀಡಲು ಸಂಸ್ಥೆ ಸಜ್ಜಾಗಿದೆ. ಬಿ.ಎಲ್.ಡಿ.ಇ ಧ್ವನಿ 90.8 ಎಫ್.ಎಂ ಸಮುದಾಯ ರೇಡಿಯೋ ಕೇಂದ್ರವು ಸ್ಥಾಪನೆಗೊಂಡಿದೆ. ಕೃಷಿ, ಮಹಿಳೆಯರು, ಮಕ್ಕಳು ಹಾಗೂ ಸಮಾಜದ ನಾನಾ ಸ್ತರದ ಜನರನ್ನು ಕೇಂದ್ರೀಕರಿಸಿ ಅನೇಕ ಕಾರ್ಯಕ್ರಮಗಳನ್ನು ಈ ಬಾನುಲಿ ಕೇಂದ್ರ ಸಿದ್ಧಪಡಿಸಿದ್ದು, ಇದೇ ಡಿಸೆಂಬರ್ 7 ರಂದು ಲೋಕಾರ್ಪಣೆಗೊಳ್ಳಲು ಸಿದ್ಧವಾಗಿದ್ದು, ಡಿಸೆಂಬರ್ 7 ರಂದು ರವಿವಾರದಂದು ಬೆಳಿಗ್ಗೆ 10.30 ಕ್ಕೆ ಕ್ರಾಂತಿ ಪುರುಷ ಹಾಗೂ ಜಿಲ್ಲೆಯ ಉಸ್ತುವಾರಿ ಸಚಿವ ಎಂ.ಬಿ.ಪಾಟೀಲ ಅವರು ಉದ್ಘಾಟಿಸಲಿದ್ದಾರೆ. ಬಿ. ಪಾಟೀಲ, ಆರೋಗ್ಯ ಮತ್ತು ಲಿಂಬುನ ಕಲ್ಯಾಣ ಸಚಿವರು ಹಾಗೂ ಸಮುದಾಯ ಬಾನುಲಿ ಕೇಂದ್ರ ಕಾರ್ಯ (48, 921, 198, 1208)
radio-banner-small (59, 721, 145, 751)
commission-meeting-photo (704, 1848, 929, 2038)
ad-join-text: Join (1219, 185, 1287, 220)
radio-studio-photo (46, 662, 358, 894)
byline: ಸಂಜೆವಾಣಿ ವಾರ್ತೆ, (554, 1102, 612, 1113)
banner-subtitle: Community Radio Station (66, 735, 118, 747)
registration-mark-icon (1270, 2068, 1279, 2077)
banner-subtitle: Community Radio Station (246, 730, 344, 739)
distance-unit: KM (1213, 349, 1227, 358)
disability-event-photo (704, 1100, 1188, 1238)
person-figure (1085, 1129, 1147, 1239)
contact-phone: ರಾಯಚೂರು | ಜಾಹೀರಾತಿಗಾಗಿ ಸಂಪರ್ಕಿಸಿ - 7829196693 (1117, 89, 1334, 101)
police-officer-figure (835, 1867, 915, 2039)
disability-headline: ವಿಕಲಚೇತನರಿಗೆ ಅಗತ್ಯ ಮೂಲಭೂತ ಸೌಲಭ್ಯ ಒದಗಿಸಲು ಕ್ರಮ:ಜಿಲ್ಲಾಧಿಕಾರಿ ಡಾ. ಆನಂದ.ಕೆ (554, 1064, 1198, 1089)
sahiti-col1 (48, 1976, 198, 2080)
page-bottom-rule (0, 2080, 1378, 2082)
column-divider (540, 136, 541, 2076)
newspaper-logo (590, 86, 725, 120)
page-number: 5 (46, 82, 69, 126)
radio-side-text: ವಿಥ್ ಮಹಾಂತೇಶ, ನೆನಪುಗಳ ಮಾತು ವಿಥ್ ಮುತ್ತುರಾಜ ಎಂಬ ಕಾರ್ಯಕ್ರಮಗಳು ಪ್ರಸಾರವಾಗಲಿವೆ. ಮಣ್ಣಿನ ಮಾತು ಕಾರ್ಯಕ್ರಮದಲ್ಲಿ ಸ್ಥಳೀಯ ರೈತರಿಗೆ ಕೃಷಿ ಮಾಹಿತಿ ಒದಗಿಸಲಿದೆ. ಇಂದಿನ ತಾಂತ್ರಿಕ ಯುಗದಲ್ಲಿ ಕೃಷಿಯಲ್ಲಿ ಆಗುತ್ತಿರುವ ಬದಲಾವಣೆ, ಅನ್ನದಾತರು ಅಳವಡಿಸಿಕೊಳ್ಳುತ್ತಿರುವ ನಾವಿನ್ಯ ತಂತ್ರಜ್ಞಾನ, ಅಭಿವೃದ್ಧಿ ಕುರಿತ ಮಾಹಿತಿ ಹಾಗೂ ಕೃಷಿ ವಿಜ್ಞಾನಿಗಳಿಂದ ಬೆಳೆಗಳ ಕುರಿತು ವೈಜ್ಞಾನಿಕ ಸಲಹೆ ಸೂಚನೆ ನೀಡುವುದು, ರೈತರ ಬೆಳೆಗೆ ಸೂಕ್ತ ಮಾರುಕಟ್ಟೆ ವ್ಯವಸ್ಥೆ ಬಗ್ಗೆ ಮಾಹಿತಿ ಒದಗಿಸು, ಸ್ಥಳೀಯ ರೈತರ ಅನುಭವ ಹಂಚಿಕೆಗೆ ಮಣ್ಣಿನ ಮಾತು ಕಾರ್ಯಕ್ರಮ ವೇದಿಕೆ ಒದಗಿಸಲಿದೆ. (366, 666, 514, 861)
distance-value: 21 (1298, 329, 1318, 348)
award-certificate (157, 1901, 217, 1957)
banner-frequency: 90.8 FM (246, 723, 272, 730)
headline-line: ರಾಜ್ಯ ಅನುಸೂಚಿತ ಜಾತಿ ಮತ್ತು ಅನುಸೂಚಿತ ಬುಡಕಟ್ಟುಗಳ (692, 1769, 1202, 1800)
registration-marks (1210, 2068, 1279, 2077)
